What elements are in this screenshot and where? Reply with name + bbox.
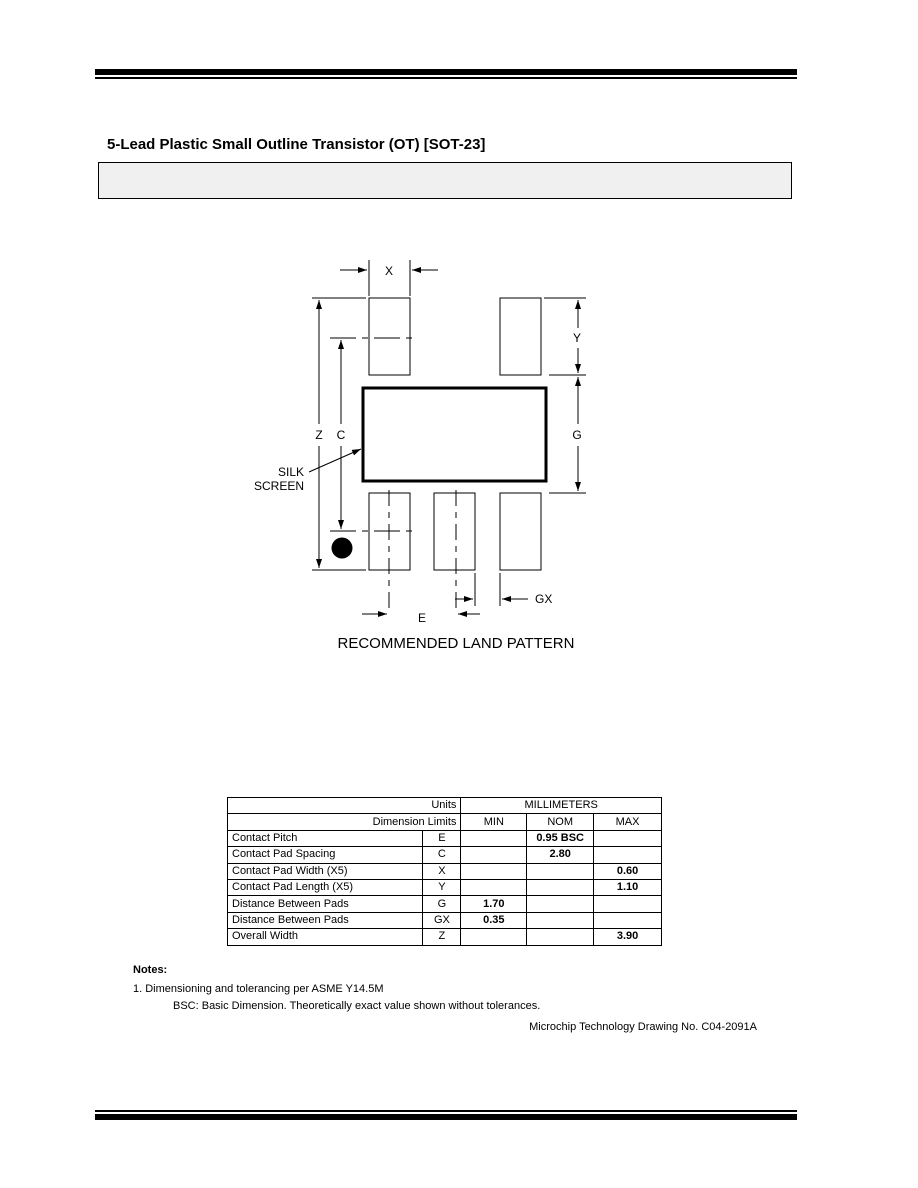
row-symbol: Y (423, 879, 461, 895)
units-value: MILLIMETERS (461, 798, 662, 814)
drawing-caption: RECOMMENDED LAND PATTERN (337, 635, 575, 652)
row-nom (527, 879, 594, 895)
row-max (594, 896, 662, 912)
page-title: 5-Lead Plastic Small Outline Transistor (OT) [SOT-23] (107, 136, 486, 153)
row-nom (527, 896, 594, 912)
label-silk: SILK (277, 465, 304, 479)
pad-bottom-right (500, 493, 541, 570)
label-screen: SCREEN (253, 479, 304, 493)
col-nom: NOM (527, 814, 594, 830)
silk-screen-outline (363, 388, 546, 481)
row-nom (527, 863, 594, 879)
row-name: Distance Between Pads (228, 912, 423, 928)
row-symbol: GX (423, 912, 461, 928)
table-row (228, 847, 662, 863)
note-1: 1. Dimensioning and tolerancing per ASME Y14.5M (133, 983, 384, 995)
note-1-sub: BSC: Basic Dimension. Theoretically exact value shown without tolerances. (173, 1000, 541, 1012)
table-row (228, 830, 662, 846)
label-e: E (417, 611, 427, 625)
row-name: Overall Width (228, 929, 423, 945)
label-g: G (572, 428, 582, 442)
row-name: Distance Between Pads (228, 896, 423, 912)
table-header-row-limits (228, 814, 662, 830)
row-min (461, 830, 527, 846)
row-symbol: C (423, 847, 461, 863)
label-x: X (384, 264, 394, 278)
pin1-marker (332, 538, 353, 559)
pad-top-right (500, 298, 541, 375)
row-max: 0.60 (594, 863, 662, 879)
bottom-rule-thick (95, 1114, 797, 1120)
row-nom: 2.80 (527, 847, 594, 863)
row-name: Contact Pad Width (X5) (228, 863, 423, 879)
table-header-row-units (228, 798, 662, 814)
dimensions-table (227, 797, 662, 946)
row-name: Contact Pad Spacing (228, 847, 423, 863)
row-symbol: E (423, 830, 461, 846)
row-min (461, 929, 527, 945)
units-label: Units (228, 798, 461, 814)
notes-heading: Notes: (133, 964, 168, 976)
row-name: Contact Pitch (228, 830, 423, 846)
row-symbol: G (423, 896, 461, 912)
row-nom (527, 912, 594, 928)
row-max: 1.10 (594, 879, 662, 895)
row-min (461, 847, 527, 863)
label-z: Z (315, 428, 323, 442)
row-min: 1.70 (461, 896, 527, 912)
table-row (228, 863, 662, 879)
label-y: Y (572, 331, 582, 345)
row-min (461, 863, 527, 879)
row-min (461, 879, 527, 895)
row-nom: 0.95 BSC (527, 830, 594, 846)
table-row (228, 879, 662, 895)
drawing-number: Microchip Technology Drawing No. C04-2091A (529, 1021, 757, 1033)
row-symbol: Z (423, 929, 461, 945)
row-min: 0.35 (461, 912, 527, 928)
label-gx: GX (535, 592, 553, 606)
bottom-rule-thin (95, 1110, 797, 1112)
pad-top-left (369, 298, 410, 375)
row-nom (527, 929, 594, 945)
row-max: 3.90 (594, 929, 662, 945)
table-row (228, 929, 662, 945)
col-max: MAX (594, 814, 662, 830)
table-row (228, 912, 662, 928)
row-max (594, 847, 662, 863)
col-min: MIN (461, 814, 527, 830)
row-max (594, 830, 662, 846)
row-symbol: X (423, 863, 461, 879)
row-name: Contact Pad Length (X5) (228, 879, 423, 895)
row-max (594, 912, 662, 928)
table-row (228, 896, 662, 912)
label-c: C (336, 428, 346, 442)
pad-bottom-middle (434, 493, 475, 570)
dimension-limits-label: Dimension Limits (228, 814, 461, 830)
